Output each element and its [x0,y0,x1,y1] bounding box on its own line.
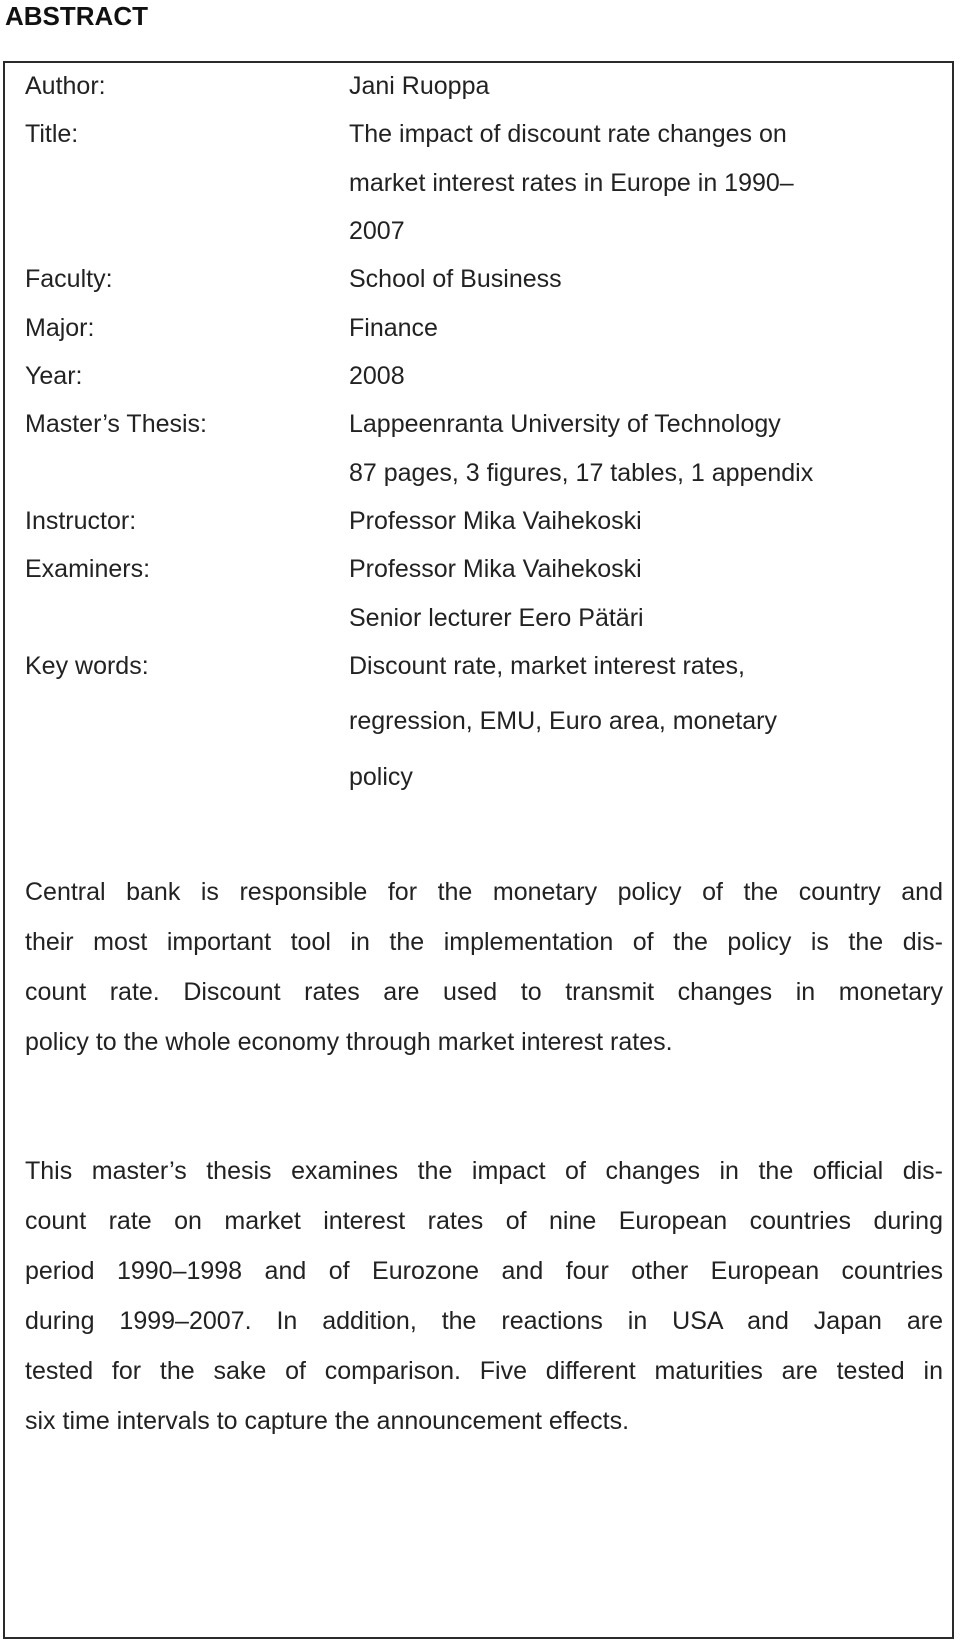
abstract-paragraph-2 [25,1146,943,1446]
meta-label: Key words: [25,652,149,680]
paragraph-line: count rate on market interest rates of nine European countries during [25,1207,943,1235]
meta-value: Finance [349,314,438,342]
meta-value: 2007 [349,217,405,245]
paragraph-line: their most important tool in the implementation of the policy is the dis- [25,928,943,956]
meta-label: Major: [25,314,95,342]
meta-value: The impact of discount rate changes on [349,120,787,148]
meta-label: Year: [25,362,83,390]
meta-value: regression, EMU, Euro area, monetary [349,707,777,735]
meta-label: Examiners: [25,555,151,583]
meta-value: Jani Ruoppa [349,72,490,100]
meta-value: Senior lecturer Eero Pätäri [349,604,644,632]
meta-value: School of Business [349,265,562,293]
meta-label: Title: [25,120,79,148]
meta-value: 87 pages, 3 figures, 17 tables, 1 appendix [349,459,814,487]
meta-label: Faculty: [25,265,113,293]
meta-value: Discount rate, market interest rates, [349,652,745,680]
paragraph-line: This master’s thesis examines the impact of changes in the official dis- [25,1157,943,1185]
meta-value: market interest rates in Europe in 1990– [349,169,794,197]
paragraph-line: period 1990–1998 and of Eurozone and four other European countries [25,1257,943,1285]
abstract-frame [3,61,954,1639]
paragraph-line: during 1999–2007. In addition, the reactions in USA and Japan are [25,1307,943,1335]
meta-value: Professor Mika Vaihekoski [349,555,642,583]
paragraph-line: policy to the whole economy through market interest rates. [25,1028,673,1056]
meta-label: Instructor: [25,507,137,535]
abstract-heading: ABSTRACT [5,1,148,31]
meta-label: Author: [25,72,106,100]
meta-value: 2008 [349,362,405,390]
paragraph-line: six time intervals to capture the announcement effects. [25,1407,630,1435]
meta-value: Professor Mika Vaihekoski [349,507,642,535]
meta-value: Lappeenranta University of Technology [349,410,781,438]
meta-value: policy [349,763,413,791]
meta-label: Master’s Thesis: [25,410,208,438]
paragraph-line: count rate. Discount rates are used to transmit changes in monetary [25,978,943,1006]
paragraph-line: tested for the sake of comparison. Five different maturities are tested in [25,1357,943,1385]
abstract-paragraph-1 [25,867,943,1067]
paragraph-line: Central bank is responsible for the monetary policy of the country and [25,878,943,906]
